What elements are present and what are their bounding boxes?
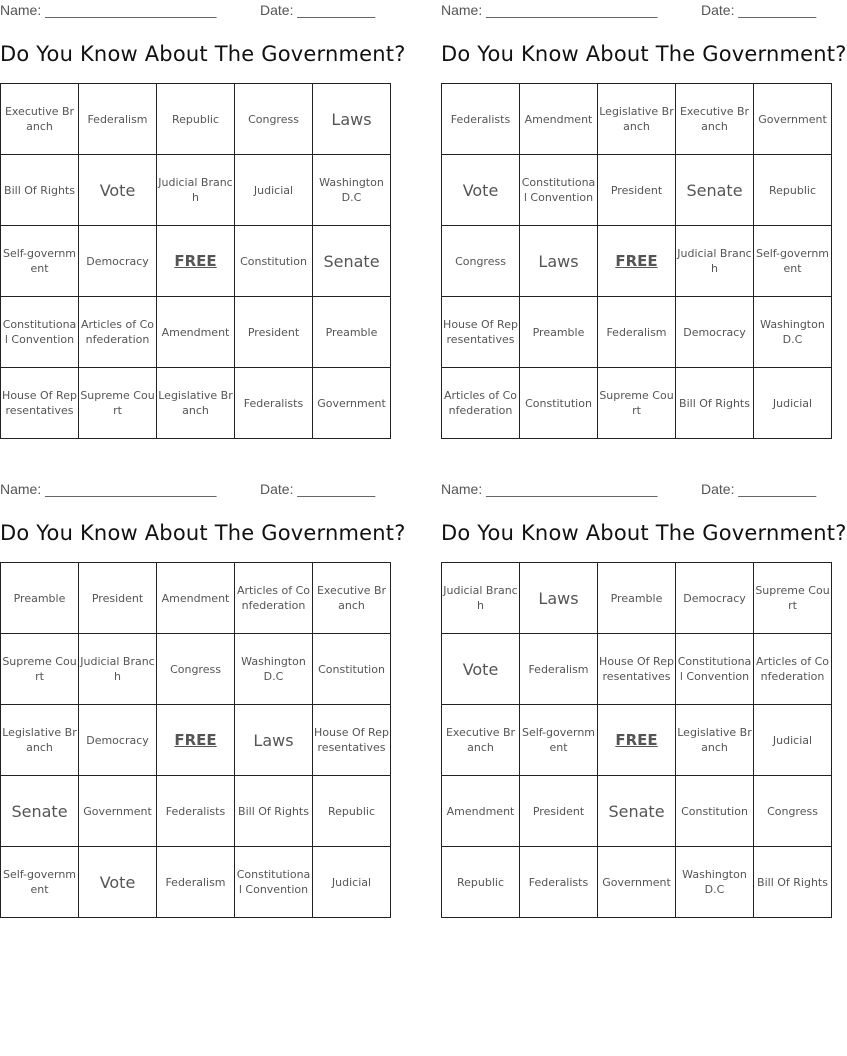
name-line: Name: ______________________ [441, 481, 658, 497]
bingo-cell: House Of Representatives [1, 368, 79, 439]
card-title: Do You Know About The Government? [441, 521, 847, 545]
bingo-cell: Democracy [676, 563, 754, 634]
bingo-cell: Constitutional Convention [1, 297, 79, 368]
grid-row [442, 705, 832, 776]
bingo-cell: Laws [313, 84, 391, 155]
bingo-cell: Laws [235, 705, 313, 776]
bingo-cell: Republic [754, 155, 832, 226]
grid-row [442, 563, 832, 634]
bingo-cell: Congress [754, 776, 832, 847]
bingo-cell: Vote [442, 634, 520, 705]
name-line: Name: ______________________ [0, 2, 217, 18]
name-line: Name: ______________________ [0, 481, 217, 497]
bingo-cell: Washington D.C [313, 155, 391, 226]
bingo-cell: Legislative Branch [1, 705, 79, 776]
grid-row [1, 368, 391, 439]
bingo-cell: Senate [598, 776, 676, 847]
bingo-grid [0, 83, 391, 439]
bingo-cell: Vote [79, 155, 157, 226]
bingo-cell: Articles of Confederation [442, 368, 520, 439]
bingo-cell: Senate [1, 776, 79, 847]
bingo-cell: Amendment [157, 297, 235, 368]
bingo-cell: House Of Representatives [313, 705, 391, 776]
bingo-cell: Constitution [235, 226, 313, 297]
bingo-cell: House Of Representatives [598, 634, 676, 705]
bingo-cell: Articles of Confederation [754, 634, 832, 705]
bingo-cell: Preamble [313, 297, 391, 368]
bingo-cell: Constitutional Convention [235, 847, 313, 918]
grid-row [442, 847, 832, 918]
bingo-cell: Judicial [235, 155, 313, 226]
bingo-cell: Self-government [520, 705, 598, 776]
card-header [0, 479, 376, 499]
bingo-cell: Supreme Court [754, 563, 832, 634]
bingo-cell: Democracy [676, 297, 754, 368]
free-space: FREE [157, 226, 235, 297]
bingo-cell: Republic [442, 847, 520, 918]
bingo-cell: Laws [520, 226, 598, 297]
bingo-cell: President [520, 776, 598, 847]
bingo-cell: Preamble [520, 297, 598, 368]
bingo-cell: Self-government [1, 226, 79, 297]
bingo-cell: Bill Of Rights [676, 368, 754, 439]
bingo-cell: President [79, 563, 157, 634]
bingo-cell: Amendment [157, 563, 235, 634]
bingo-cell: Republic [313, 776, 391, 847]
bingo-cell: Legislative Branch [157, 368, 235, 439]
grid-row [442, 226, 832, 297]
bingo-cell: Executive Branch [1, 84, 79, 155]
bingo-cell: Democracy [79, 705, 157, 776]
grid-row [1, 705, 391, 776]
bingo-cell: Vote [79, 847, 157, 918]
bingo-cell: Judicial Branch [442, 563, 520, 634]
bingo-cell: Congress [442, 226, 520, 297]
bingo-cell: Judicial [754, 705, 832, 776]
grid-row [1, 634, 391, 705]
card-header [441, 479, 817, 499]
bingo-cell: Executive Branch [442, 705, 520, 776]
free-space: FREE [157, 705, 235, 776]
free-space: FREE [598, 705, 676, 776]
bingo-cell: President [598, 155, 676, 226]
bingo-cell: House Of Representatives [442, 297, 520, 368]
bingo-cell: Government [313, 368, 391, 439]
grid-row [442, 634, 832, 705]
bingo-cell: Preamble [598, 563, 676, 634]
card-title: Do You Know About The Government? [0, 521, 406, 545]
grid-row [442, 297, 832, 368]
bingo-cell: Republic [157, 84, 235, 155]
card-title: Do You Know About The Government? [441, 42, 847, 66]
bingo-cell: Congress [157, 634, 235, 705]
bingo-cell: Articles of Confederation [235, 563, 313, 634]
grid-row [1, 563, 391, 634]
bingo-cell: Constitution [313, 634, 391, 705]
grid-row [442, 776, 832, 847]
bingo-cell: Democracy [79, 226, 157, 297]
bingo-cell: Bill Of Rights [754, 847, 832, 918]
date-line: Date: __________ [701, 2, 817, 18]
bingo-cell: Federalism [79, 84, 157, 155]
bingo-cell: Congress [235, 84, 313, 155]
bingo-cell: Judicial [754, 368, 832, 439]
free-space: FREE [598, 226, 676, 297]
bingo-cell: Judicial Branch [79, 634, 157, 705]
bingo-cell: Amendment [442, 776, 520, 847]
bingo-cell: Constitution [676, 776, 754, 847]
bingo-cell: Self-government [754, 226, 832, 297]
bingo-cell: Senate [676, 155, 754, 226]
bingo-cell: Supreme Court [79, 368, 157, 439]
bingo-cell: Government [754, 84, 832, 155]
bingo-cell: Executive Branch [676, 84, 754, 155]
bingo-cell: Bill Of Rights [235, 776, 313, 847]
card-header [441, 0, 817, 20]
bingo-cell: Judicial Branch [157, 155, 235, 226]
date-line: Date: __________ [260, 481, 376, 497]
grid-row [442, 368, 832, 439]
bingo-cell: Federalism [598, 297, 676, 368]
bingo-cell: Washington D.C [676, 847, 754, 918]
grid-row [1, 847, 391, 918]
bingo-cell: Articles of Confederation [79, 297, 157, 368]
bingo-grid [441, 562, 832, 918]
bingo-cell: Senate [313, 226, 391, 297]
bingo-cell: Federalists [442, 84, 520, 155]
bingo-cell: Federalists [520, 847, 598, 918]
grid-row [1, 776, 391, 847]
date-line: Date: __________ [260, 2, 376, 18]
bingo-cell: Constitutional Convention [676, 634, 754, 705]
grid-row [1, 226, 391, 297]
bingo-cell: Executive Branch [313, 563, 391, 634]
grid-row [1, 84, 391, 155]
grid-row [442, 155, 832, 226]
bingo-cell: Vote [442, 155, 520, 226]
grid-row [442, 84, 832, 155]
bingo-cell: Legislative Branch [676, 705, 754, 776]
bingo-cell: Supreme Court [1, 634, 79, 705]
bingo-cell: Government [79, 776, 157, 847]
grid-row [1, 155, 391, 226]
bingo-grid [441, 83, 832, 439]
bingo-cell: Judicial [313, 847, 391, 918]
bingo-cell: Federalists [157, 776, 235, 847]
bingo-cell: Legislative Branch [598, 84, 676, 155]
bingo-cell: Bill Of Rights [1, 155, 79, 226]
bingo-cell: Washington D.C [235, 634, 313, 705]
bingo-cell: Supreme Court [598, 368, 676, 439]
date-line: Date: __________ [701, 481, 817, 497]
bingo-cell: President [235, 297, 313, 368]
bingo-cell: Laws [520, 563, 598, 634]
bingo-cell: Washington D.C [754, 297, 832, 368]
bingo-cell: Federalism [520, 634, 598, 705]
bingo-cell: Judicial Branch [676, 226, 754, 297]
bingo-cell: Federalists [235, 368, 313, 439]
card-title: Do You Know About The Government? [0, 42, 406, 66]
bingo-cell: Self-government [1, 847, 79, 918]
bingo-cell: Constitution [520, 368, 598, 439]
bingo-cell: Constitutional Convention [520, 155, 598, 226]
bingo-cell: Federalism [157, 847, 235, 918]
bingo-cell: Amendment [520, 84, 598, 155]
bingo-cell: Government [598, 847, 676, 918]
grid-row [1, 297, 391, 368]
card-header [0, 0, 376, 20]
bingo-cell: Preamble [1, 563, 79, 634]
name-line: Name: ______________________ [441, 2, 658, 18]
bingo-grid [0, 562, 391, 918]
